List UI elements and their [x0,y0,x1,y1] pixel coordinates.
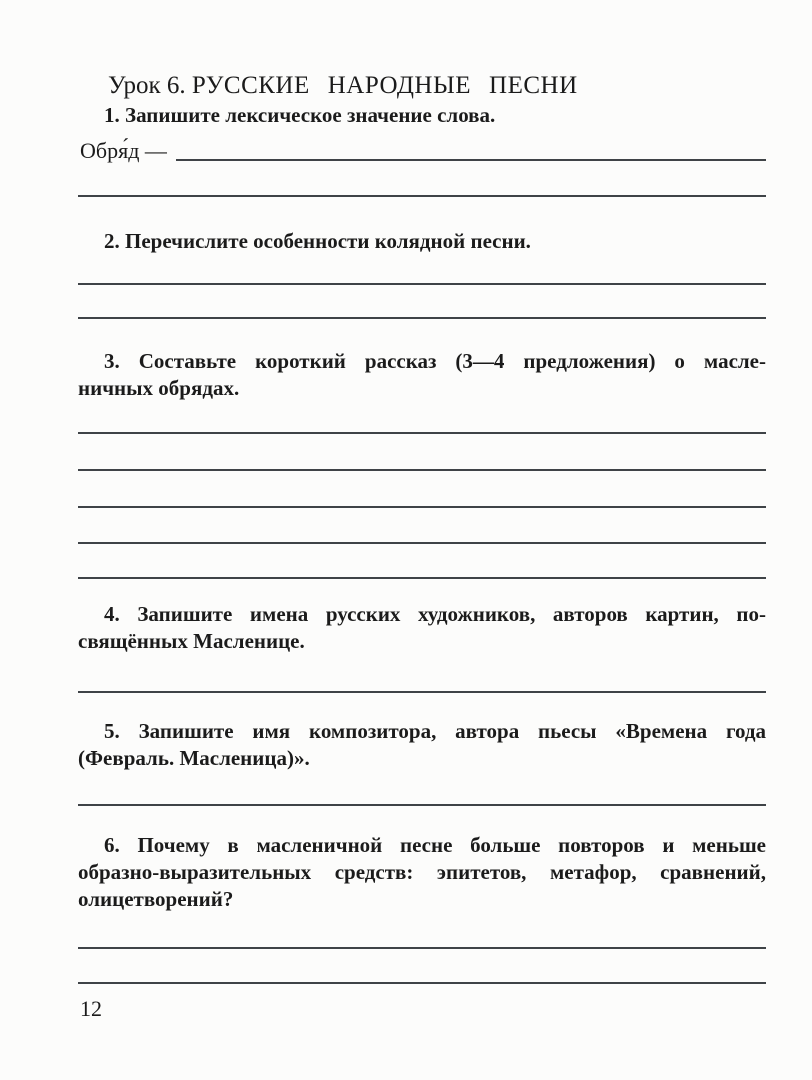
question-line: образно-выразительных средств: эпитетов, метафор, сравнений, [78,860,766,884]
answer-line [78,317,766,319]
answer-line [78,691,766,693]
lesson-title-text: РУССКИЕ НАРОДНЫЕ ПЕСНИ [191,71,578,99]
question-line: 6. Почему в масленичной песне больше повторов и меньше [104,833,766,857]
question-line: 5. Запишите имя композитора, автора пьесы «Времена года [104,719,766,743]
question-1 [78,102,766,129]
question-line: 3. Составьте короткий рассказ (3—4 предложения) о масле- [104,349,766,373]
question-line: 2. Перечислите особенности колядной песни. [104,229,531,253]
answer-line [176,159,766,161]
answer-line [78,577,766,579]
answer-line [78,804,766,806]
question-2 [78,228,766,255]
answer-line [78,469,766,471]
question-line: свящённых Масленице. [78,629,305,653]
answer-line [78,982,766,984]
question-line: (Февраль. Масленица)». [78,746,310,770]
question-5 [78,718,766,772]
question-line: ничных обрядах. [78,376,240,400]
answer-line [78,432,766,434]
question-6 [78,832,766,913]
term-word: Обря́д — [80,138,167,163]
answer-line [78,947,766,949]
question-4 [78,601,766,655]
question-3 [78,348,766,402]
lesson-title [108,72,578,100]
answer-line [78,195,766,197]
answer-line [78,542,766,544]
term-row [80,137,766,164]
question-line: 4. Запишите имена русских художников, авторов картин, по- [104,602,766,626]
lesson-number: Урок 6. [108,71,186,99]
answer-line [78,506,766,508]
page-number: 12 [80,996,102,1021]
question-line: олицетворений? [78,887,234,911]
answer-line [78,283,766,285]
question-line: 1. Запишите лексическое значение слова. [104,103,496,127]
